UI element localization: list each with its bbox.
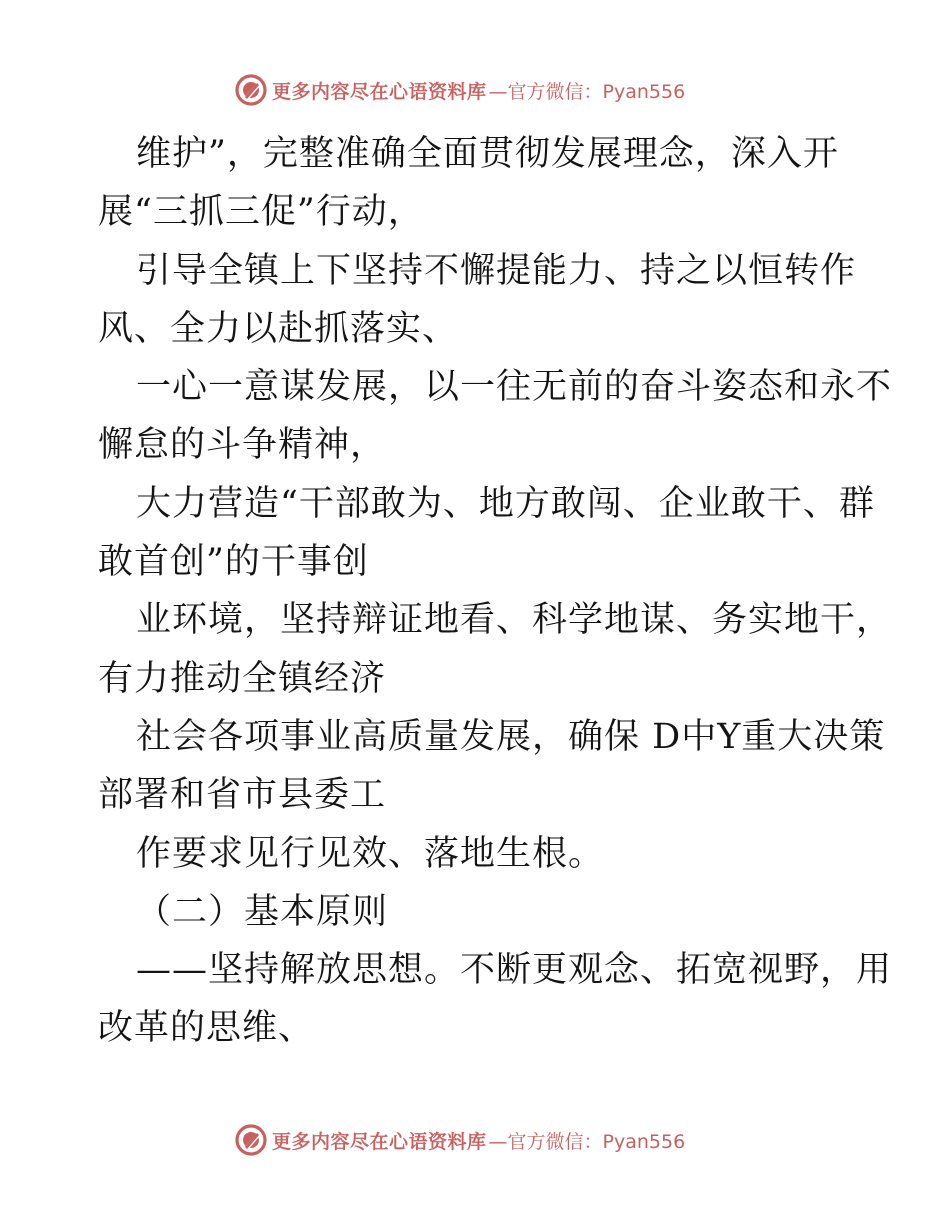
document-body: [98, 125, 893, 1058]
pen-nib-logo-icon: [234, 73, 268, 107]
body-line: 有力推动全镇经济: [98, 658, 387, 699]
section-heading: （二）基本原则: [136, 891, 389, 932]
body-line: 作要求见行见效、落地生根。: [136, 833, 605, 874]
pen-nib-logo-icon: [234, 1123, 268, 1157]
body-line: 改革的思维、: [98, 1008, 315, 1049]
watermark-contact-text: —官方微信：Pyan556: [488, 80, 686, 103]
body-line: 敢首创”的干事创: [98, 542, 369, 583]
watermark-brand-text: 更多内容尽在心语资料库: [272, 80, 487, 103]
body-line: 社会各项事业高质量发展，确保 D中Y重大决策: [136, 716, 886, 757]
body-line: 风、全力以赴抓落实、: [98, 308, 459, 349]
body-line: 维护”，完整准确全面贯彻发展理念，深入开: [136, 134, 839, 174]
body-line: 部署和省市县委工: [98, 775, 387, 816]
body-line: 业环境，坚持辩证地看、科学地谋、务实地干，: [136, 600, 893, 641]
body-line: 懈怠的斗争精神，: [98, 425, 387, 466]
header-watermark-banner: [234, 70, 685, 110]
body-line: 展“三抓三促”行动，: [98, 192, 424, 233]
footer-watermark-banner: [234, 1120, 685, 1160]
body-line: 大力营造“干部敢为、地方敢闯、企业敢干、群: [136, 483, 875, 524]
watermark-contact-text: —官方微信：Pyan556: [488, 1130, 686, 1153]
body-line: 引导全镇上下坚持不懈提能力、持之以恒转作: [136, 250, 857, 291]
body-line: ——坚持解放思想。不断更观念、拓宽视野，用: [136, 950, 893, 991]
watermark-brand-text: 更多内容尽在心语资料库: [272, 1130, 487, 1153]
body-line: 一心一意谋发展，以一往无前的奋斗姿态和永不: [136, 367, 893, 408]
